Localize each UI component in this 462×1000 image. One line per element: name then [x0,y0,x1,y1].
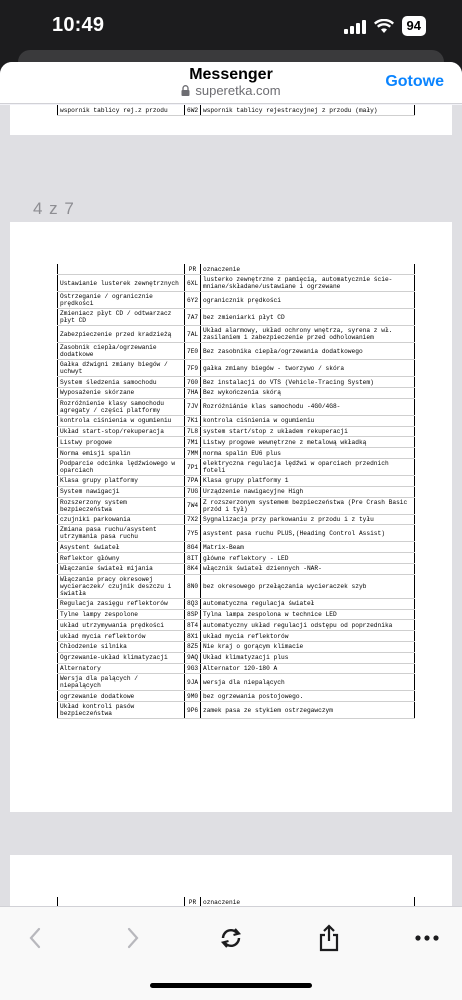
table-row [58,620,415,631]
table-cell-feature: Wersja dla palących / niepalących [58,674,185,691]
back-button[interactable] [20,923,50,953]
table-cell-feature: Zasobnik ciepła/ogrzewanie dodatkowe [58,343,185,360]
table-cell-code: 7M1 [185,437,201,448]
table-cell-code: 7X2 [185,514,201,525]
clock: 10:49 [52,14,105,36]
table-cell-code: 9JA [185,674,201,691]
table-cell-feature: kontrola ciśnienia w ogumieniu [58,415,185,426]
table-cell-description: Sygnalizacja przy parkowaniu z przodu i z tyłu [201,514,415,525]
more-icon [414,934,440,942]
table-row [58,574,415,598]
table-cell-code: 9M0 [185,691,201,702]
table-cell-description: kontrola ciśnienia w ogumieniu [201,415,415,426]
table-row [58,514,415,525]
reload-icon [218,925,244,951]
table-cell-feature: Ustawianie lusterek zewnętrznych [58,275,185,292]
home-indicator[interactable] [150,983,312,988]
table-cell-feature: układ utrzymywania prędkości [58,620,185,631]
table-cell-code: 7G0 [185,377,201,388]
table-cell-feature: Układ start-stop/rekuperacja [58,426,185,437]
table-row [58,542,415,553]
table-cell-description: Rozróżniánie klas samochodu -4G0/4G8- [201,398,415,415]
share-button[interactable] [314,923,344,953]
table-cell-description: Bez wykończenia skórą [201,388,415,399]
table-cell-feature: System nawigacji [58,486,185,497]
table-row [58,426,415,437]
table-cell-code: 8N0 [185,574,201,598]
table-cell-code: 6W2 [185,105,201,116]
table-cell-code: 7UG [185,486,201,497]
previous-page-table [57,105,415,116]
equipment-table [57,264,415,719]
table-cell-description: bez ogrzewania postojowego. [201,691,415,702]
table-cell-code: 7P1 [185,459,201,476]
table-row [58,343,415,360]
table-cell-description: Układ alarmowy, układ ochrony wnętrza, syrena z wł. zasilaniem i zabezpieczenie przed odholowaniem [201,326,415,343]
reload-button[interactable] [216,923,246,953]
table-cell-code: 9G3 [185,663,201,674]
table-cell-description: bez okresowego przełączania wycieraczek szyb [201,574,415,598]
table-cell-description: włącznik świateł dziennych -NAR- [201,564,415,575]
table-cell-description: Układ klimatyzacji plus [201,652,415,663]
table-row [58,309,415,326]
table-cell-feature: Regulacja zasięgu reflektorów [58,598,185,609]
table-cell-description: asystent pasa ruchu PLUS,(Heading Control Assist) [201,525,415,542]
table-row [58,377,415,388]
table-cell-description: automatyczna regulacja świateł [201,598,415,609]
table-cell-description: Bez zasobnika ciepła/ogrzewania dodatkowego [201,343,415,360]
table-cell-code: 7K1 [185,415,201,426]
status-icons [344,16,426,36]
table-cell-feature: Włączanie pracy okresowej wycieraczek/ czujnik deszczu i światła [58,574,185,598]
table-cell-code: 7E0 [185,343,201,360]
table-row [58,609,415,620]
table-row [58,459,415,476]
browser-nav-bar [0,62,462,104]
table-cell-feature [58,264,185,275]
browser-toolbar [0,906,462,1000]
table-cell-description: ogranicznik prędkości [201,292,415,309]
table-row [58,691,415,702]
table-cell-code: 7Y5 [185,525,201,542]
table-cell-description: Urządzenie nawigacyjne High [201,486,415,497]
table-cell-feature: Włączanie świateł mijania [58,564,185,575]
table-cell-code: 8SP [185,609,201,620]
table-cell-description: automatyczny układ regulacji odstępu od poprzednika [201,620,415,631]
table-row [58,674,415,691]
table-cell-code: 8Z5 [185,642,201,653]
table-row [58,631,415,642]
table-cell-feature: Ogrzewanie-układ klimatyzacji [58,652,185,663]
table-row [58,105,415,116]
table-cell-description: główne reflektory - LED [201,553,415,564]
table-cell-feature: Norma emisji spalin [58,448,185,459]
browser-title: Messenger [189,66,273,83]
table-cell-description: wersja dla niepalących [201,674,415,691]
table-cell-description: Alternator 120-180 A [201,663,415,674]
table-cell-description: system start/stop z układem rekuperacji [201,426,415,437]
battery-indicator: 94 [402,16,426,36]
table-row [58,448,415,459]
table-row [58,663,415,674]
table-row [58,553,415,564]
table-row [58,398,415,415]
table-cell-description: oznaczenie [201,897,415,908]
table-cell-feature: Chłodzenie silnika [58,642,185,653]
status-bar [0,0,462,56]
table-row [58,525,415,542]
table-row [58,476,415,487]
table-row [58,497,415,514]
table-cell-feature: Zmiana pasa ruchu/asystent utrzymania pasa ruchu [58,525,185,542]
pdf-page-previous [10,105,452,135]
table-row [58,264,415,275]
table-row [58,564,415,575]
table-cell-description: Listwy progowe wewnętrzne z metalową wkładką [201,437,415,448]
table-cell-description: Nie kraj o gorącym klimacie [201,642,415,653]
table-cell-description: norma spalin EU6 plus [201,448,415,459]
table-cell-code: 7W4 [185,497,201,514]
table-cell-feature: Tylne lampy zespolone [58,609,185,620]
browser-sheet [0,62,462,1000]
pdf-page-current [10,222,452,812]
forward-button[interactable] [118,923,148,953]
table-row [58,486,415,497]
table-cell-feature: czujniki parkowania [58,514,185,525]
table-cell-code: 7AL [185,326,201,343]
table-cell-feature: Alternatory [58,663,185,674]
table-cell-feature: Zabezpieczenie przed kradzieżą [58,326,185,343]
table-row [58,388,415,399]
page-indicator: 4 z 7 [33,199,75,218]
table-row [58,326,415,343]
chevron-right-icon [126,927,140,949]
table-cell-code: 7F9 [185,360,201,377]
table-cell-description: układ mycia reflektorów [201,631,415,642]
cellular-signal-icon [344,18,366,34]
table-cell-feature: Gałka dźwigni zmiany biegów / uchwyt [58,360,185,377]
wifi-icon [374,19,394,34]
table-cell-code: PR [185,264,201,275]
table-cell-description: elektryczna regulacja lędźwi w oparciach przednich foteli [201,459,415,476]
done-button[interactable]: Gotowe [385,73,444,90]
table-cell-feature: Układ kontroli pasów bezpieczeństwa [58,702,185,719]
table-cell-feature: układ mycia reflektorów [58,631,185,642]
table-row [58,415,415,426]
table-cell-feature: Zmieniacz płyt CD / odtwarzacz płyt CD [58,309,185,326]
table-cell-code: 8K4 [185,564,201,575]
table-cell-description: zamek pasa ze stykiem ostrzegawczym [201,702,415,719]
table-cell-feature: ogrzewanie dodatkowe [58,691,185,702]
table-cell-description: oznaczenie [201,264,415,275]
table-cell-code: 8X1 [185,631,201,642]
pdf-viewer[interactable] [0,105,462,935]
table-cell-description: wspornik tablicy rejestracyjnej z przodu (mały) [201,105,415,116]
table-cell-description: Klasa grupy platformy 1 [201,476,415,487]
table-row [58,702,415,719]
table-cell-code: 6XL [185,275,201,292]
table-cell-code: 6Y2 [185,292,201,309]
table-cell-code: 8T4 [185,620,201,631]
table-cell-description: gałka zmiany biegów - tworzywo / skóra [201,360,415,377]
table-cell-description: lusterko zewnętrzne z pamięcią, automatycznie ście-mniane/składane/ustawiane i ogrzewane [201,275,415,292]
table-cell-feature: Wyposażenie skórzane [58,388,185,399]
table-cell-feature: wspornik tablicy rej.z przodu [58,105,185,116]
table-cell-code: 7MM [185,448,201,459]
table-cell-code: PR [185,897,201,908]
more-button[interactable] [412,923,442,953]
url-text: superetka.com [195,83,281,98]
table-row [58,652,415,663]
table-cell-code: 8Q3 [185,598,201,609]
table-cell-code: 9AQ [185,652,201,663]
table-row [58,437,415,448]
table-cell-code: 7PA [185,476,201,487]
table-row [58,292,415,309]
table-cell-code: 8G4 [185,542,201,553]
table-cell-code: 7L8 [185,426,201,437]
table-cell-feature: Klasa grupy platformy [58,476,185,487]
table-row [58,360,415,377]
table-cell-feature: Rozróżnienie klasy samochodu agregaty / części platformy [58,398,185,415]
table-cell-code: 7JV [185,398,201,415]
table-cell-feature: Asystent świateł [58,542,185,553]
table-cell-feature: Ostrzeganie / ogranicznie prędkości [58,292,185,309]
table-cell-code: 8IT [185,553,201,564]
share-icon [318,924,340,952]
table-row [58,598,415,609]
table-cell-description: bez zmieniarki płyt CD [201,309,415,326]
table-cell-feature: Rozszerzony system bezpieczeństwa [58,497,185,514]
table-cell-code: 7HA [185,388,201,399]
table-cell-feature: Listwy progowe [58,437,185,448]
table-cell-description: Z rozszerzonym systemem bezpieczeństwa (Pre Crash Basic przód i tył) [201,497,415,514]
table-cell-feature: System śledzenia samochodu [58,377,185,388]
table-cell-feature: Reflektor główny [58,553,185,564]
table-cell-feature: Podparcie odcinka lędźwiowego w oparciach [58,459,185,476]
table-cell-code: 9P6 [185,702,201,719]
chevron-left-icon [28,927,42,949]
table-row [58,275,415,292]
table-cell-description: Tylna lampa zespolona w technice LED [201,609,415,620]
lock-icon [181,85,190,96]
table-cell-code: 7A7 [185,309,201,326]
table-cell-description: Bez instalacji do VTS (Vehicle-Tracing System) [201,377,415,388]
table-row [58,642,415,653]
table-cell-description: Matrix-Beam [201,542,415,553]
